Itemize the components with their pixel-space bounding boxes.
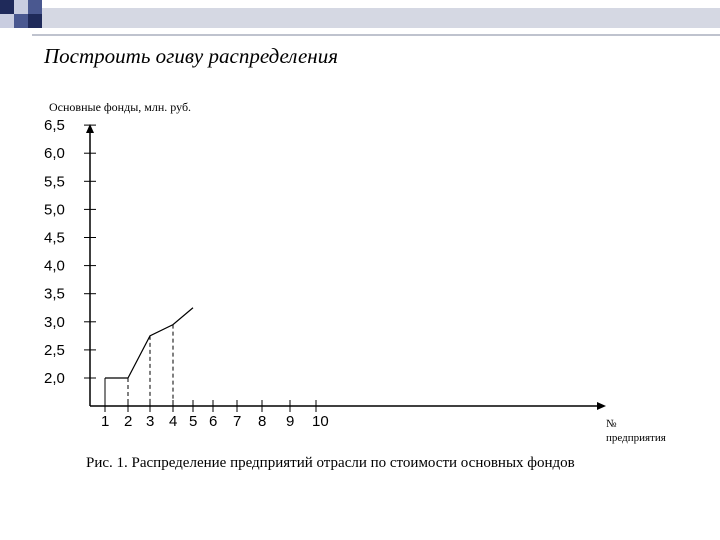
- y-tick-label: 5,0: [44, 201, 65, 219]
- y-tick-label: 6,0: [44, 145, 65, 163]
- x-tick-label: 1: [101, 413, 110, 430]
- y-tick-label: 2,0: [44, 370, 65, 387]
- ogive-line: [105, 308, 193, 378]
- x-tick-label: 9: [286, 413, 295, 430]
- y-tick-label: 5,5: [44, 173, 65, 191]
- figure-caption: Рис. 1. Распределение предприятий отрасли по стоимости основных фондов: [86, 455, 575, 471]
- x-axis-title-line1: №: [606, 418, 617, 430]
- y-tick-label: 2,5: [44, 341, 65, 359]
- x-tick-label: 4: [169, 413, 178, 430]
- page-title: Построить огиву распределения: [44, 44, 338, 68]
- x-tick-label: 7: [233, 413, 242, 430]
- y-tick-label: 3,5: [44, 285, 65, 303]
- y-tick-label: 6,5: [44, 117, 65, 135]
- x-tick-label: 8: [258, 413, 267, 430]
- y-tick-label: 4,0: [44, 257, 65, 275]
- y-tick-label: 3,0: [44, 313, 65, 331]
- x-tick-label: 10: [312, 413, 329, 430]
- x-axis-title-line2: предприятия: [606, 432, 666, 444]
- y-axis-title: Основные фонды, млн. руб.: [49, 100, 192, 114]
- y-tick-label: 4,5: [44, 229, 65, 247]
- x-tick-label: 5: [189, 413, 198, 430]
- x-tick-label: 3: [146, 413, 155, 430]
- x-axis-arrow: [597, 402, 606, 410]
- x-tick-label: 2: [124, 413, 133, 430]
- x-tick-label: 6: [209, 413, 218, 430]
